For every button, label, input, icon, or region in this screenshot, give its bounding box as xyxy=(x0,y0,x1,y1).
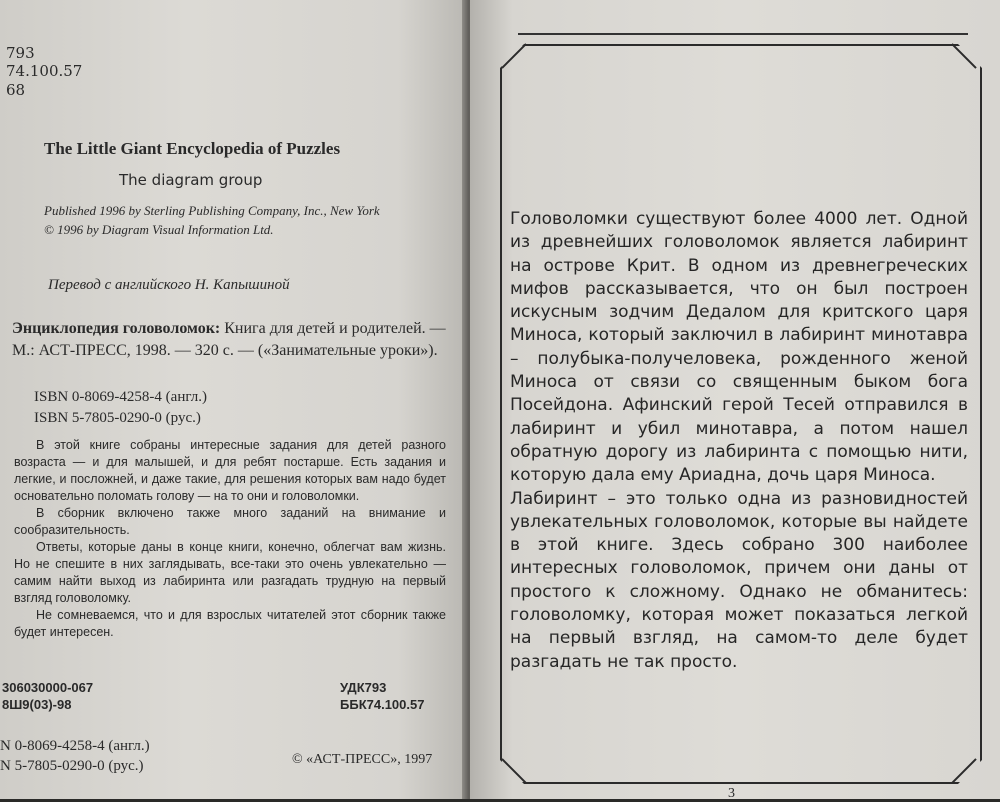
left-page xyxy=(0,0,468,799)
annotation-paragraph: Не сомневаемся, что и для взрослых читателей этот сборник также будет интересен. xyxy=(14,608,446,639)
annotation xyxy=(14,437,446,641)
page-number: 3 xyxy=(728,786,735,801)
publisher-line: Published 1996 by Sterling Publishing Company, Inc., New York xyxy=(44,203,380,218)
original-title: The Little Giant Encyclopedia of Puzzles xyxy=(44,139,341,158)
publisher-copyright: © «АСТ-ПРЕСС», 1997 xyxy=(292,752,433,767)
udk-code: УДК793 xyxy=(340,680,387,695)
body-paragraph: Лабиринт – это только одна из разновидностей увлекательных головоломок, которые вы найдете в этой книге. Здесь собрано 300 наиболее интересных головоломок, причем они даны от простого к сложному. Однако не обманитесь: головоломку, которая может показаться легкой на первый взгляд, на самом-то деле будет разгадать не так просто. xyxy=(510,488,968,672)
bibliographic-record xyxy=(12,318,452,362)
bbk-code: ББК74.100.57 xyxy=(340,697,425,712)
copyright-line: © 1996 by Diagram Visual Information Ltd. xyxy=(44,222,274,237)
original-author: The diagram group xyxy=(119,171,263,189)
isbn-english: ISBN 0-8069-4258-4 (англ.) xyxy=(34,389,207,405)
isbn-english-footer: N 0-8069-4258-4 (англ.) xyxy=(0,738,150,754)
translator-credit: Перевод с английского Н. Капышиной xyxy=(48,277,290,293)
body-paragraph: Головоломки существуют более 4000 лет. Одной из древнейших головоломок является лабиринт на острове Крит. В одном из древнегреческих мифов рассказывается, что он был построен искусным зодчим Дедалом для критского царя Миноса, который заключил в лабиринт минотавра – полубыка-получеловека, рожденного женой Миноса от связи со священным быком бога Посейдона. Афинский герой Тесей отправился в лабиринт и убил минотавра, а потом нашел обратную дорогу из лабиринта с помощью нити, которую дала ему Ариадна, дочь царя Миноса. xyxy=(510,209,968,486)
annotation-paragraph: В этой книге собраны интересные задания для детей разного возраста — и для малышей, и для ребят постарше. Есть задания и легкие, и посложней, и даже такие, для решения которых вам надо будет основательно поломать голову — на то они и головоломки. xyxy=(14,438,446,503)
annotation-paragraph: Ответы, которые даны в конце книги, конечно, облегчат вам жизнь. Но не спешите в них заглядывать, все-таки это очень увлекательно — самим найти выход из лабиринта или разгадать трудную на первый взгляд головоломку. xyxy=(14,540,446,605)
publication-code: 306030000-067 xyxy=(2,680,94,695)
publication-code: 8Ш9(03)-98 xyxy=(2,697,72,712)
introduction-text xyxy=(510,208,968,674)
isbn-russian: ISBN 5-7805-0290-0 (рус.) xyxy=(34,410,201,426)
book-title: Энциклопедия головоломок: xyxy=(12,320,221,337)
classification-code: 68 xyxy=(6,81,26,99)
top-rule xyxy=(518,33,968,35)
classification-code: 74.100.57 xyxy=(6,62,83,80)
isbn-russian-footer: N 5-7805-0290-0 (рус.) xyxy=(0,758,144,774)
bibliographic-details: Книга для детей и родителей. — М.: АСТ-ПРЕСС, 1998. — 320 с. — («Занимательные уроки»). xyxy=(12,320,446,359)
classification-code: 793 xyxy=(6,44,35,62)
annotation-paragraph: В сборник включено также много заданий на внимание и сообразительность. xyxy=(14,506,446,537)
